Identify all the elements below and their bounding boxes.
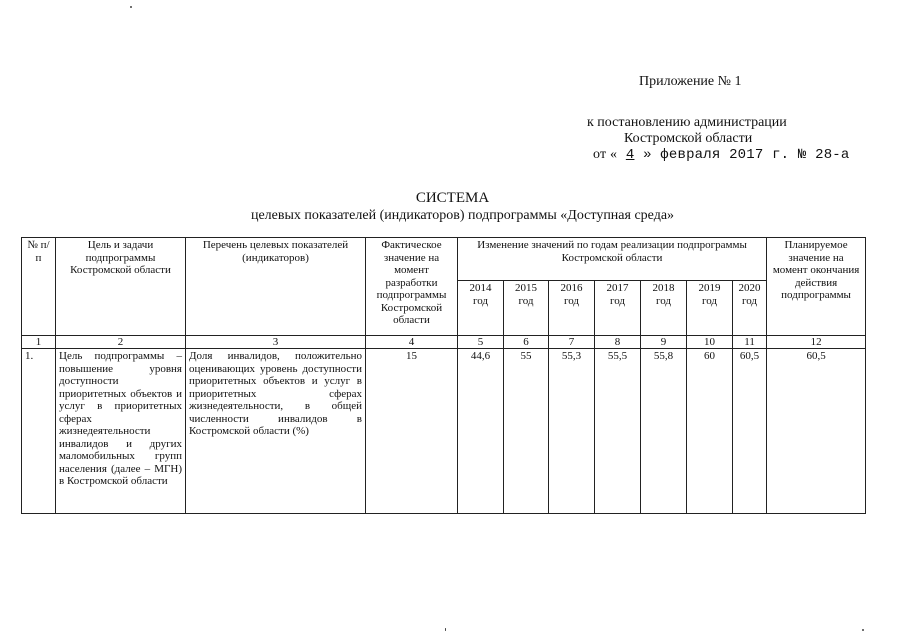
header-indicators: Перечень целевых показателей (индикаторов): [186, 238, 366, 336]
row-year-value: 55: [504, 349, 549, 514]
decree-reference-line: к постановлению администрации: [587, 115, 787, 130]
decree-date-day: 4: [625, 147, 635, 163]
decree-region-line: Костромской области: [624, 131, 753, 146]
table-header-row: [22, 238, 866, 281]
header-year: 2017 год: [595, 281, 641, 336]
decree-date-line: [593, 147, 850, 163]
row-actual-value: 15: [366, 349, 458, 514]
row-year-value: 55,8: [641, 349, 687, 514]
header-yearly-changes: Изменение значений по годам реализации подпрограммы Костромской области: [458, 238, 767, 281]
decree-date-prefix: от «: [593, 147, 618, 162]
decree-date-rest: » февраля 2017 г. № 28-а: [643, 147, 850, 163]
scan-speck: [130, 6, 132, 8]
column-number: 9: [641, 336, 687, 349]
row-year-value: 60,5: [733, 349, 767, 514]
column-number: 2: [56, 336, 186, 349]
row-year-value: 55,3: [549, 349, 595, 514]
column-number: 7: [549, 336, 595, 349]
document-subtitle: целевых показателей (индикаторов) подпрограммы «Доступная среда»: [250, 208, 675, 223]
scan-speck: [445, 628, 446, 631]
header-year: 2018 год: [641, 281, 687, 336]
indicators-table: [21, 237, 866, 514]
header-year: 2020 год: [733, 281, 767, 336]
column-number: 1: [22, 336, 56, 349]
header-number: № п/п: [22, 238, 56, 336]
row-year-value: 60: [687, 349, 733, 514]
column-number: 6: [504, 336, 549, 349]
header-year: 2019 год: [687, 281, 733, 336]
row-number: 1.: [22, 349, 56, 514]
table-row: [22, 349, 866, 514]
column-number-row: [22, 336, 866, 349]
column-number: 5: [458, 336, 504, 349]
row-planned-value: 60,5: [767, 349, 866, 514]
row-goal: Цель подпрограммы – повышение уровня доступности приоритетных объектов и услуг в приоритетных сферах жизнедеятельности инвалидов и других маломобильных групп населения (далее – МГН) в Костромской области: [56, 349, 186, 514]
column-number: 10: [687, 336, 733, 349]
column-number: 8: [595, 336, 641, 349]
header-goal: Цель и задачи подпрограммы Костромской области: [56, 238, 186, 336]
header-year: 2015 год: [504, 281, 549, 336]
header-actual-value: Фактическое значение на момент разработки подпрограммы Костромской области: [366, 238, 458, 336]
header-year: 2016 год: [549, 281, 595, 336]
row-indicator: Доля инвалидов, положительно оценивающих уровень доступности приоритетных объектов и услуг в приоритетных сферах жизнедеятельности, в общей численности инвалидов в Костромской области (%): [186, 349, 366, 514]
appendix-title: Приложение № 1: [639, 74, 742, 89]
header-year: 2014 год: [458, 281, 504, 336]
document-title: СИСТЕМА: [415, 190, 490, 206]
row-year-value: 44,6: [458, 349, 504, 514]
scan-speck: [862, 629, 864, 631]
header-planned-value: Планируемое значение на момент окончания действия подпрограммы: [767, 238, 866, 336]
column-number: 4: [366, 336, 458, 349]
column-number: 3: [186, 336, 366, 349]
row-year-value: 55,5: [595, 349, 641, 514]
column-number: 11: [733, 336, 767, 349]
column-number: 12: [767, 336, 866, 349]
